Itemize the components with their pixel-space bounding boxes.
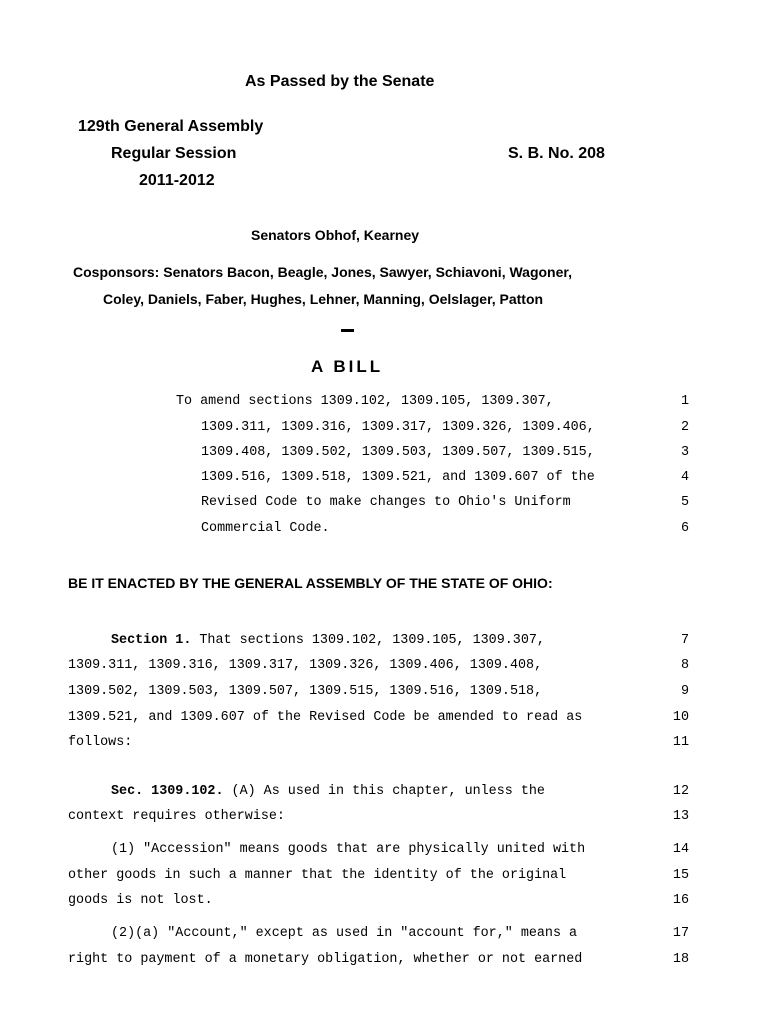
line-number: 5 [680,495,689,510]
section-1-first-line [111,633,545,648]
para-2-line: (2)(a) "Account," except as used in "account for," means a [111,926,578,941]
para-1-line: (1) "Accession" means goods that are physically united with [111,842,586,857]
line-number: 16 [672,893,689,908]
section-1-line: 1309.311, 1309.316, 1309.317, 1309.326, 1309.406, 1309.408, [68,658,543,673]
title-line: Revised Code to make changes to Ohio's Uniform [201,495,571,510]
para-1-line: other goods in such a manner that the identity of the original [68,868,567,883]
section-1-text: That sections 1309.102, 1309.105, 1309.307, [191,633,545,648]
line-number: 14 [672,842,689,857]
sec-102-line: context requires otherwise: [68,809,285,824]
section-1-label: Section 1. [111,633,192,648]
line-number: 13 [672,809,689,824]
cosponsors-line-2: Coley, Daniels, Faber, Hughes, Lehner, Manning, Oelslager, Patton [103,291,544,307]
title-line: 1309.516, 1309.518, 1309.521, and 1309.607 of the [201,470,595,485]
line-number: 4 [680,470,689,485]
line-number: 17 [672,926,689,941]
section-1-line: 1309.502, 1309.503, 1309.507, 1309.515, 1309.516, 1309.518, [68,684,543,699]
title-line: 1309.408, 1309.502, 1309.503, 1309.507, 1309.515, [201,445,595,460]
bill-heading: A BILL [311,357,384,376]
enacting-clause: BE IT ENACTED BY THE GENERAL ASSEMBLY OF THE STATE OF OHIO: [68,575,553,591]
line-number: 10 [672,710,689,725]
section-1-line: follows: [68,735,133,750]
line-number: 2 [680,420,689,435]
sec-102-label: Sec. 1309.102. [111,784,224,799]
cosponsors-line-1: Cosponsors: Senators Bacon, Beagle, Jones, Sawyer, Schiavoni, Wagoner, [73,264,572,280]
line-number: 11 [672,735,689,750]
sec-102-first-line [111,784,545,799]
passed-heading: As Passed by the Senate [245,73,435,90]
title-line: 1309.311, 1309.316, 1309.317, 1309.326, 1309.406, [201,420,595,435]
assembly-label: 129th General Assembly [78,118,264,135]
line-number: 1 [680,394,689,409]
session-label: Regular Session [111,145,237,162]
line-number: 8 [680,658,689,673]
sponsors: Senators Obhof, Kearney [251,227,420,243]
separator-dash [341,329,354,332]
title-line: To amend sections 1309.102, 1309.105, 1309.307, [176,394,554,409]
session-years: 2011-2012 [139,172,215,189]
title-line: Commercial Code. [201,521,330,536]
line-number: 18 [672,952,689,967]
line-number: 12 [672,784,689,799]
bill-number: S. B. No. 208 [508,145,605,162]
line-number: 6 [680,521,689,536]
line-number: 15 [672,868,689,883]
line-number: 3 [680,445,689,460]
sec-102-text: (A) As used in this chapter, unless the [223,784,545,799]
section-1-line: 1309.521, and 1309.607 of the Revised Code be amended to read as [68,710,583,725]
line-number: 7 [680,633,689,648]
para-2-line: right to payment of a monetary obligation, whether or not earned [68,952,583,967]
line-number: 9 [680,684,689,699]
para-1-line: goods is not lost. [68,893,213,908]
